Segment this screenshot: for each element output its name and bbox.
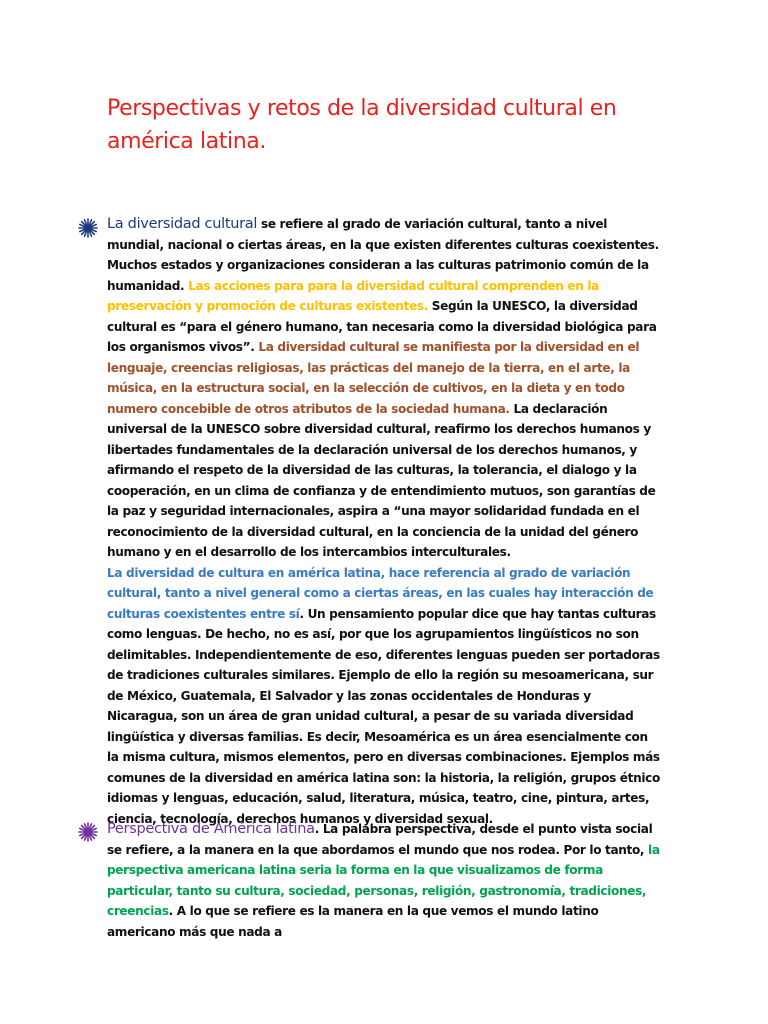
starburst-bullet-icon <box>78 218 98 238</box>
highlight-green-text: la perspectiva americana latina seria la forma en la que visualizamos de forma particular, tanto su cultura, sociedad, personas, religión, gastronomía, tradiciones, creencias <box>107 842 660 918</box>
paragraph-text: La declaración universal de la UNESCO sobre diversidad cultural, reafirmo los derechos humanos y libertades fundamentales de la declaración universal de los derechos humanos, y afirmando el respeto de la diversidad de las culturas, la tolerancia, el dialogo y la cooperación, en un clima de confianza y de entendimiento mutuos, son garantías de la paz y seguridad internacionales, aspira a “una mayor solidaridad fundada en el reconocimiento de la diversidad cultural, en la conciencia de la unidad del género humano y en el desarrollo de los intercambios interculturales. <box>107 401 656 559</box>
section-heading-perspectiva: Perspectiva de América latina <box>107 821 315 837</box>
section-heading-diversidad: La diversidad cultural <box>107 216 258 232</box>
page-title: Perspectivas y retos de la diversidad cultural en américa latina. <box>107 96 617 154</box>
section-perspectiva-america-latina <box>107 819 663 942</box>
paragraph-text: Según la UNESCO, la diversidad cultural es “para el género humano, tan necesaria como la diversidad biológica para los organismos vivos”. <box>107 299 657 354</box>
section-diversidad-cultural <box>107 214 663 829</box>
paragraph-text: se refiere al grado de variación cultural, tanto a nivel mundial, nacional o ciertas áreas, en la que existen diferentes culturas coexistentes. Muchos estados y organizaciones consideran a las culturas patrimonio común de la humanidad. <box>107 217 659 293</box>
highlight-blue-text: La diversidad de cultura en américa latina, hace referencia al grado de variación cultural, tanto a nivel general como a ciertas áreas, en las cuales hay interacción de culturas coexistentes entre sí <box>107 565 654 621</box>
highlight-yellow-text: Las acciones para para la diversidad cultural comprenden en la preservación y promoción de culturas existentes. <box>107 278 599 313</box>
starburst-bullet-icon <box>78 822 98 842</box>
paragraph-text: . A lo que se refiere es la manera en la que vemos el mundo latino americano más que nada a <box>107 904 599 939</box>
paragraph-text: . La palabra perspectiva, desde el punto vista social se refiere, a la manera en la que abordamos el mundo que nos rodea. Por lo tanto, <box>107 822 653 857</box>
paragraph-text: . Un pensamiento popular dice que hay tantas culturas como lenguas. De hecho, no es así, por que los agrupamientos lingüísticos no son delimitables. Independientemente de eso, diferentes lenguas pueden ser portadoras de tradiciones culturales similares. Ejemplo de ello la región su mesoamericana, sur de México, Guatemala, El Salvador y las zonas occidentales de Honduras y Nicaragua, son un área de gran unidad cultural, a pesar de su variada diversidad lingüística y diversas familias. Es decir, Mesoamérica es un área esencialmente con la misma cultura, mismos elementos, pero en diversas combinaciones. Ejemplos más comunes de la diversidad en américa latina son: la historia, la religión, grupos étnico idiomas y lenguas, educación, salud, literatura, música, teatro, cine, pintura, artes, ciencia, tecnología, derechos humanos y diversidad sexual. <box>107 606 660 826</box>
highlight-brown-text: La diversidad cultural se manifiesta por la diversidad en el lenguaje, creencias religiosas, las prácticas del manejo de la tierra, en el arte, la música, en la estructura social, en la selección de cultivos, en la dieta y en todo numero concebible de otros atributos de la sociedad humana. <box>107 340 640 416</box>
